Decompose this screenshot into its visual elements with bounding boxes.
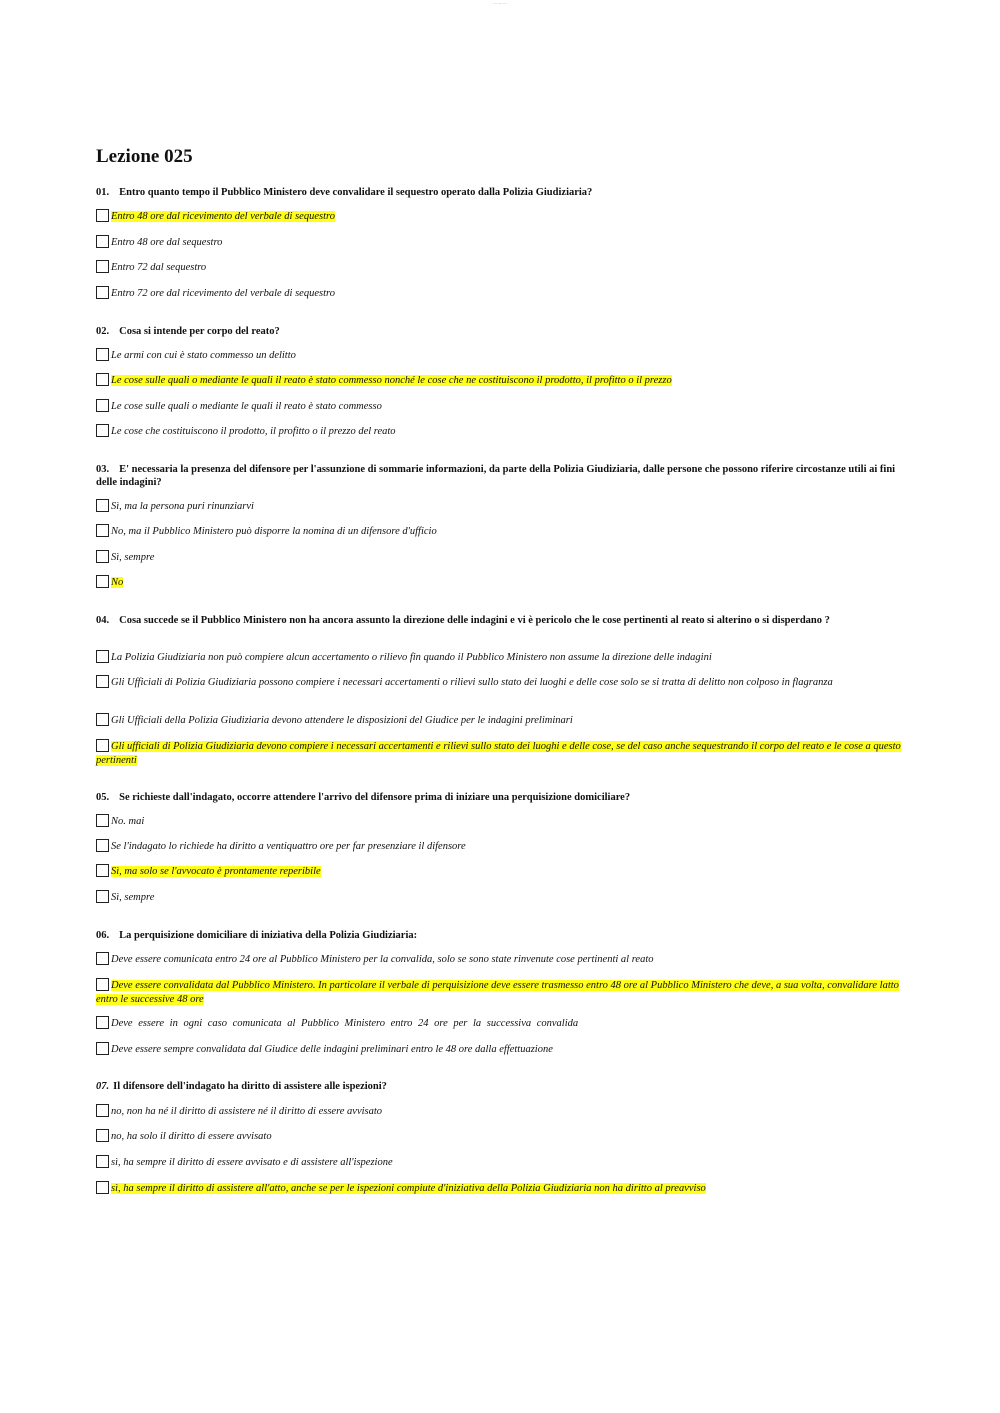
checkbox-icon[interactable] (96, 978, 109, 991)
checkbox-icon[interactable] (96, 864, 109, 877)
question-text: Cosa si intende per corpo del reato? (119, 326, 280, 337)
checkbox-icon[interactable] (96, 713, 109, 726)
question-text: Entro quanto tempo il Pubblico Ministero deve convalidare il sequestro operato dalla Polizia Giudiziaria? (119, 187, 593, 198)
question-05 (96, 791, 904, 804)
checkbox-icon[interactable] (96, 348, 109, 361)
answer-option[interactable] (96, 1104, 904, 1119)
checkbox-icon[interactable] (96, 424, 109, 437)
checkbox-icon[interactable] (96, 373, 109, 386)
answer-option[interactable] (96, 713, 904, 728)
answer-option[interactable] (96, 550, 904, 565)
answer-text: Se l'indagato lo richiede ha diritto a ventiquattro ore per far presenziare il difensore (111, 841, 466, 852)
checkbox-icon[interactable] (96, 1016, 109, 1029)
checkbox-icon[interactable] (96, 650, 109, 663)
checkbox-icon[interactable] (96, 524, 109, 537)
checkbox-icon[interactable] (96, 235, 109, 248)
answer-text: Entro 72 dal sequestro (111, 262, 207, 273)
answer-option[interactable] (96, 814, 904, 829)
checkbox-icon[interactable] (96, 1129, 109, 1142)
answer-option[interactable] (96, 1042, 904, 1057)
checkbox-icon[interactable] (96, 286, 109, 299)
answer-option[interactable] (96, 675, 904, 690)
question-text: La perquisizione domiciliare di iniziativa della Polizia Giudiziaria: (119, 930, 418, 941)
checkbox-icon[interactable] (96, 675, 109, 688)
answer-text: Le cose che costituiscono il prodotto, il profitto o il prezzo del reato (111, 426, 396, 437)
answer-text: La Polizia Giudiziaria non può compiere alcun accertamento o rilievo fin quando il Pubblico Ministero non assume la direzione delle indagini (111, 652, 712, 663)
answer-text: No, ma il Pubblico Ministero può disporre la nomina di un difensore d'ufficio (111, 526, 437, 537)
answer-option[interactable] (96, 209, 904, 224)
answer-text: No. mai (111, 816, 145, 827)
answer-text: Entro 72 ore dal ricevimento del verbale di sequestro (111, 288, 335, 299)
answer-option[interactable] (96, 839, 904, 854)
answer-option[interactable] (96, 399, 904, 414)
answer-text-correct: sì, ha sempre il diritto di assistere all'atto, anche se per le ispezioni compiute d'iniziativa della Polizia Giudiziaria non ha diritto al preavviso (111, 1183, 706, 1194)
question-number: 05. (96, 792, 110, 803)
question-number: 07. (96, 1081, 110, 1092)
answer-text: Entro 48 ore dal sequestro (111, 237, 223, 248)
checkbox-icon[interactable] (96, 575, 109, 588)
question-number: 06. (96, 930, 110, 941)
answer-text: sì, ha sempre il diritto di essere avvisato e di assistere all'ispezione (111, 1157, 393, 1168)
answer-option[interactable] (96, 1129, 904, 1144)
question-06 (96, 929, 904, 942)
answer-option[interactable] (96, 890, 904, 905)
answer-option[interactable] (96, 348, 904, 363)
answer-text: Gli Ufficiali di Polizia Giudiziaria possono compiere i necessari accertamenti o rilievi sullo stato dei luoghi e delle cose solo se si tratta di delitto non colposo in flagranza (111, 677, 833, 688)
checkbox-icon[interactable] (96, 550, 109, 563)
answer-text: Sì, sempre (111, 552, 155, 563)
answer-text-correct: Sì, ma solo se l'avvocato è prontamente reperibile (111, 866, 321, 877)
checkbox-icon[interactable] (96, 499, 109, 512)
question-number: 04. (96, 615, 110, 626)
answer-text-correct: Deve essere convalidata dal Pubblico Ministero. In particolare il verbale di perquisizione deve essere trasmesso entro 48 ore al Pubblico Ministero che deve, a sua volta, convalidare latto entro le successive 48 ore (96, 980, 899, 1005)
answer-option[interactable] (96, 286, 904, 301)
checkbox-icon[interactable] (96, 399, 109, 412)
answer-option[interactable] (96, 952, 904, 967)
answer-option[interactable] (96, 524, 904, 539)
answer-option[interactable] (96, 864, 904, 879)
question-number: 02. (96, 326, 110, 337)
answer-text-correct: Entro 48 ore dal ricevimento del verbale di sequestro (111, 211, 335, 222)
checkbox-icon[interactable] (96, 952, 109, 965)
question-04 (96, 614, 904, 627)
question-07 (96, 1080, 904, 1093)
checkbox-icon[interactable] (96, 1181, 109, 1194)
answer-text: Deve essere comunicata entro 24 ore al Pubblico Ministero per la convalida, solo se sono state rinvenute cose pertinenti al reato (111, 954, 654, 965)
question-text: Il difensore dell'indagato ha diritto di assistere alle ispezioni? (113, 1081, 387, 1092)
answer-text: Gli Ufficiali della Polizia Giudiziaria devono attendere le disposizioni del Giudice per le indagini preliminari (111, 715, 573, 726)
answer-text: Sì, ma la persona puri rinunziarvi (111, 501, 254, 512)
answer-option[interactable] (96, 499, 904, 514)
answer-option[interactable] (96, 1181, 904, 1196)
answer-text-correct: No (111, 577, 124, 588)
answer-option[interactable] (96, 575, 904, 590)
answer-option[interactable] (96, 650, 904, 665)
answer-option[interactable] (96, 373, 904, 388)
answer-option[interactable] (96, 978, 904, 1007)
answer-option[interactable] (96, 1016, 904, 1031)
checkbox-icon[interactable] (96, 1104, 109, 1117)
answer-text-correct: Gli ufficiali di Polizia Giudiziaria devono compiere i necessari accertamenti e rilievi sullo stato dei luoghi e delle cose, se del caso anche sequestrando il corpo del reato e le cose a questo pertinenti (96, 741, 901, 766)
question-text: E' necessaria la presenza del difensore per l'assunzione di sommarie informazioni, da parte della Polizia Giudiziaria, dalle persone che possono riferire circostanze utili ai fini delle indagini? (96, 464, 896, 488)
question-text: Se richieste dall'indagato, occorre attendere l'arrivo del difensore prima di iniziare una perquisizione domiciliare? (119, 792, 631, 803)
checkbox-icon[interactable] (96, 814, 109, 827)
question-number: 01. (96, 187, 110, 198)
answer-text: Deve essere sempre convalidata dal Giudice delle indagini preliminari entro le 48 ore dalla effettuazione (111, 1044, 553, 1055)
answer-text-correct: Le cose sulle quali o mediante le quali il reato è stato commesso nonché le cose che ne costituiscono il prodotto, il profitto o il prezzo (111, 375, 672, 386)
question-02 (96, 325, 904, 338)
question-01 (96, 186, 904, 199)
page-title: Lezione 025 (96, 146, 193, 167)
checkbox-icon[interactable] (96, 1042, 109, 1055)
answer-option[interactable] (96, 235, 904, 250)
question-03 (96, 463, 904, 489)
page-header-mark: — — — (493, 0, 507, 5)
answer-text: Deve essere in ogni caso comunicata al Pubblico Ministero entro 24 ore per la successiva convalida (111, 1018, 579, 1029)
checkbox-icon[interactable] (96, 1155, 109, 1168)
answer-text: Le cose sulle quali o mediante le quali il reato è stato commesso (111, 401, 382, 412)
answer-option[interactable] (96, 739, 904, 768)
checkbox-icon[interactable] (96, 839, 109, 852)
question-text: Cosa succede se il Pubblico Ministero non ha ancora assunto la direzione delle indagini e vi è pericolo che le cose pertinenti al reato si alterino o si disperdano ? (119, 615, 830, 626)
checkbox-icon[interactable] (96, 739, 109, 752)
answer-text: Sì, sempre (111, 892, 155, 903)
question-number: 03. (96, 464, 110, 475)
answer-option[interactable] (96, 1155, 904, 1170)
checkbox-icon[interactable] (96, 260, 109, 273)
answer-text: no, ha solo il diritto di essere avvisato (111, 1131, 272, 1142)
checkbox-icon[interactable] (96, 890, 109, 903)
answer-text: Le armi con cui è stato commesso un delitto (111, 350, 296, 361)
answer-text: no, non ha né il diritto di assistere né il diritto di essere avvisato (111, 1106, 383, 1117)
checkbox-icon[interactable] (96, 209, 109, 222)
answer-option[interactable] (96, 424, 904, 439)
answer-option[interactable] (96, 260, 904, 275)
